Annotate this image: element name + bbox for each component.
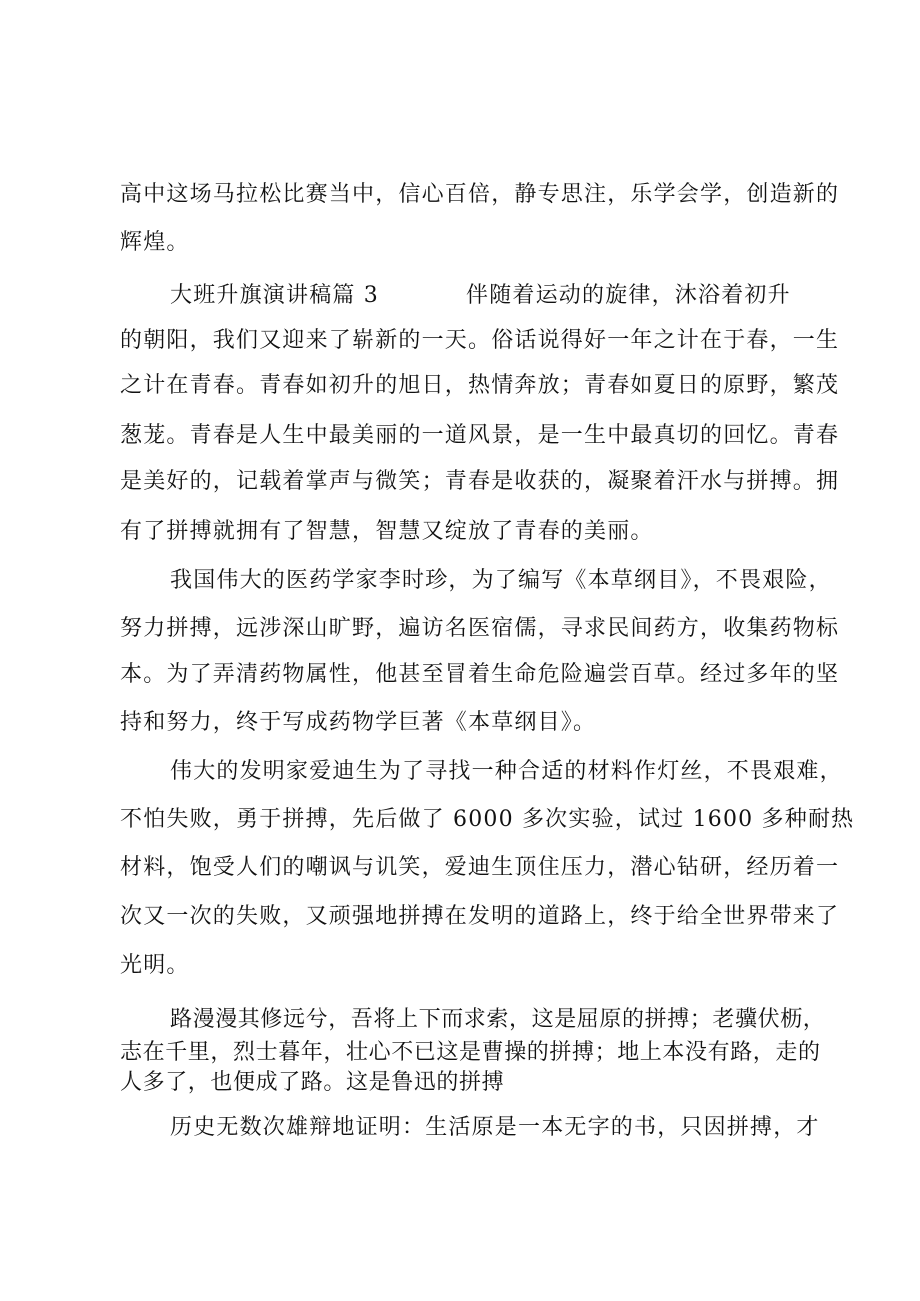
paragraph-5-line-2: 志在千里，烈士暮年，壮心不已这是曹操的拼搏；地上本没有路，走的 — [120, 1040, 821, 1065]
paragraph-2-line-3: 之计在青春。青春如初升的旭日，热情奔放；青春如夏日的原野，繁茂 — [120, 373, 840, 398]
paragraph-5-line-1: 路漫漫其修远兮，吾将上下而求索，这是屈原的拼搏；老骥伏枥， — [170, 1007, 826, 1032]
paragraph-4-line-1: 伟大的发明家爱迪生为了寻找一种合适的材料作灯丝，不畏艰难， — [170, 759, 843, 784]
paragraph-3-line-4: 持和努力，终于写成药物学巨著《本草纲目》。 — [120, 710, 597, 735]
paragraph-2-line-4: 葱茏。青春是人生中最美丽的一道风景，是一生中最真切的回忆。青春 — [120, 423, 840, 448]
paragraph-1-line-2: 辉煌。 — [120, 230, 190, 255]
paragraph-5-line-3: 人多了，也便成了路。这是鲁迅的拼搏 — [120, 1070, 505, 1095]
paragraph-1-line-1: 高中这场马拉松比赛当中，信心百倍，静专思注，乐学会学，创造新的 — [120, 182, 840, 207]
paragraph-3-line-2: 努力拼搏，远涉深山旷野，遍访名医宿儒，寻求民间药方，收集药物标 — [120, 616, 840, 641]
paragraph-4-line-4: 次又一次的失败，又顽强地拼搏在发明的道路上，终于给全世界带来了 — [120, 904, 840, 929]
paragraph-3-line-1: 我国伟大的医药学家李时珍，为了编写《本草纲目》，不畏艰险， — [170, 568, 832, 593]
paragraph-6-line-1: 历史无数次雄辩地证明：生活原是一本无字的书，只因拼搏，才 — [170, 1115, 820, 1140]
paragraph-4-line-2: 不怕失败，勇于拼搏，先后做了 6000 多次实验，试过 1600 多种耐热 — [120, 807, 855, 832]
paragraph-2-line-2: 的朝阳，我们又迎来了崭新的一天。俗话说得好一年之计在于春，一生 — [120, 328, 840, 353]
paragraph-4-line-3: 材料，饱受人们的嘲讽与讥笑，爱迪生顶住压力，潜心钻研，经历着一 — [120, 855, 840, 880]
paragraph-2-line-5: 是美好的，记载着掌声与微笑；青春是收获的，凝聚着汗水与拼搏。拥 — [120, 469, 840, 494]
paragraph-4-line-5: 光明。 — [120, 953, 190, 978]
paragraph-2-line-1: 伴随着运动的旋律，沐浴着初升 — [466, 283, 791, 308]
paragraph-2-line-6: 有了拼搏就拥有了智慧，智慧又绽放了青春的美丽。 — [120, 519, 654, 544]
paragraph-3-line-3: 本。为了弄清药物属性，他甚至冒着生命危险遍尝百草。经过多年的坚 — [120, 662, 840, 687]
section-heading: 大班升旗演讲稿篇 3 — [170, 283, 379, 308]
